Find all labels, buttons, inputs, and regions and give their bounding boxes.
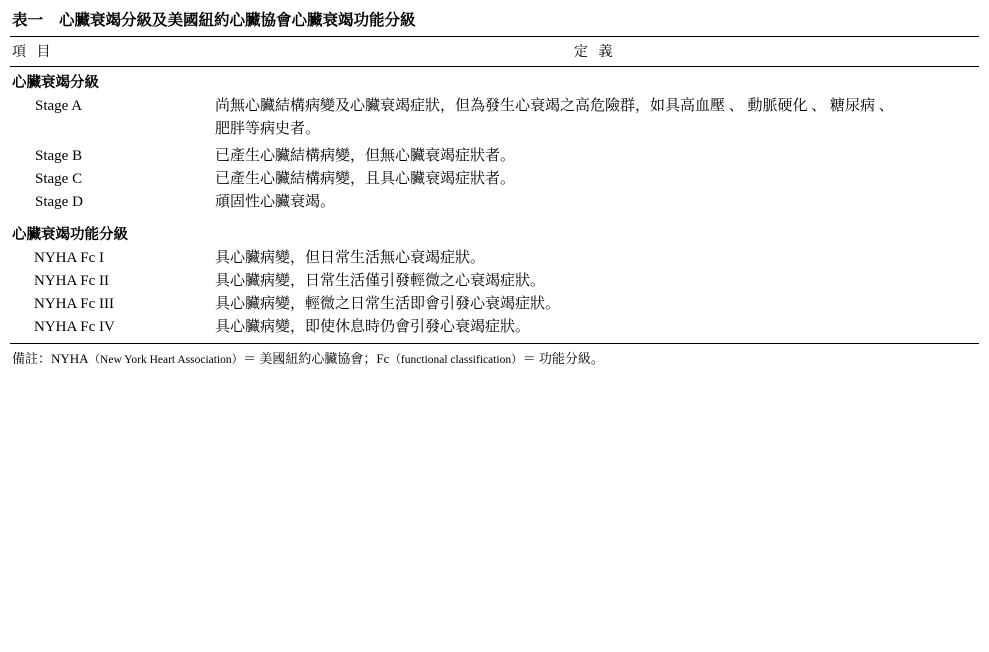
table-row bbox=[10, 293, 979, 316]
table-header bbox=[10, 37, 979, 66]
table-footnote bbox=[10, 344, 979, 369]
row-label-stage-c: Stage C bbox=[35, 171, 83, 187]
table-row bbox=[10, 270, 979, 293]
row-label-stage-d: Stage D bbox=[35, 194, 83, 210]
header-col-definition: 定 義 bbox=[574, 44, 616, 60]
row-label-nyha-3: NYHA Fc III bbox=[34, 296, 114, 312]
row-label-stage-b: Stage B bbox=[35, 148, 83, 164]
footnote-nyha-meaning: ＝ 美國紐約心臟協會；Fc bbox=[243, 351, 390, 366]
footnote-fc-meaning: ＝ 功能分級。 bbox=[522, 351, 604, 366]
row-label-stage-a: Stage A bbox=[35, 98, 83, 114]
table-row bbox=[10, 191, 979, 214]
row-definition-nyha-3: 具心臟病變，輕微之日常生活即會引發心衰竭症狀。 bbox=[215, 296, 561, 312]
row-definition-nyha-1: 具心臟病變，但日常生活無心衰竭症狀。 bbox=[215, 250, 486, 266]
table-row bbox=[10, 168, 979, 191]
footnote-nyha-full: （New York Heart Association） bbox=[88, 354, 244, 366]
row-definition-stage-b: 已產生心臟結構病變，但無心臟衰竭症狀者。 bbox=[215, 148, 516, 164]
table-row bbox=[10, 316, 979, 339]
row-definition-nyha-4: 具心臟病變，即使休息時仍會引發心衰竭症狀。 bbox=[215, 319, 531, 335]
row-definition-line2: 肥胖等病史者。 bbox=[215, 121, 321, 137]
table-row bbox=[10, 247, 979, 270]
section-heading-nyha: 心臟衰竭功能分級 bbox=[12, 227, 128, 243]
header-col-item: 項 目 bbox=[12, 44, 54, 60]
spacer bbox=[10, 214, 979, 223]
table-row bbox=[10, 95, 979, 141]
table-row bbox=[10, 145, 979, 168]
row-label-nyha-1: NYHA Fc I bbox=[34, 250, 104, 266]
row-definition-line1: 尚無心臟結構病變及心臟衰竭症狀，但為發生心衰竭之高危險群，如具高血壓 、 動脈硬化 、 糖尿病 、 bbox=[215, 98, 894, 114]
table-number: 表一 bbox=[12, 11, 44, 29]
row-label-nyha-4: NYHA Fc IV bbox=[34, 319, 115, 335]
footnote-fc-full: （functional classification） bbox=[389, 354, 523, 366]
row-label-nyha-2: NYHA Fc II bbox=[34, 273, 109, 289]
row-definition-stage-d: 頑固性心臟衰竭。 bbox=[215, 194, 336, 210]
table-title-text: 心臟衰竭分級及美國紐約心臟協會心臟衰竭功能分級 bbox=[59, 11, 416, 29]
page-title bbox=[12, 10, 979, 30]
row-definition-nyha-2: 具心臟病變，日常生活僅引發輕微之心衰竭症狀。 bbox=[215, 273, 546, 289]
section-heading-stages: 心臟衰竭分級 bbox=[12, 75, 99, 91]
row-definition-stage-a bbox=[215, 95, 979, 141]
table-body bbox=[10, 67, 979, 343]
row-definition-stage-c: 已產生心臟結構病變，且具心臟衰竭症狀者。 bbox=[215, 171, 516, 187]
footnote-prefix: 備註：NYHA bbox=[12, 351, 89, 366]
